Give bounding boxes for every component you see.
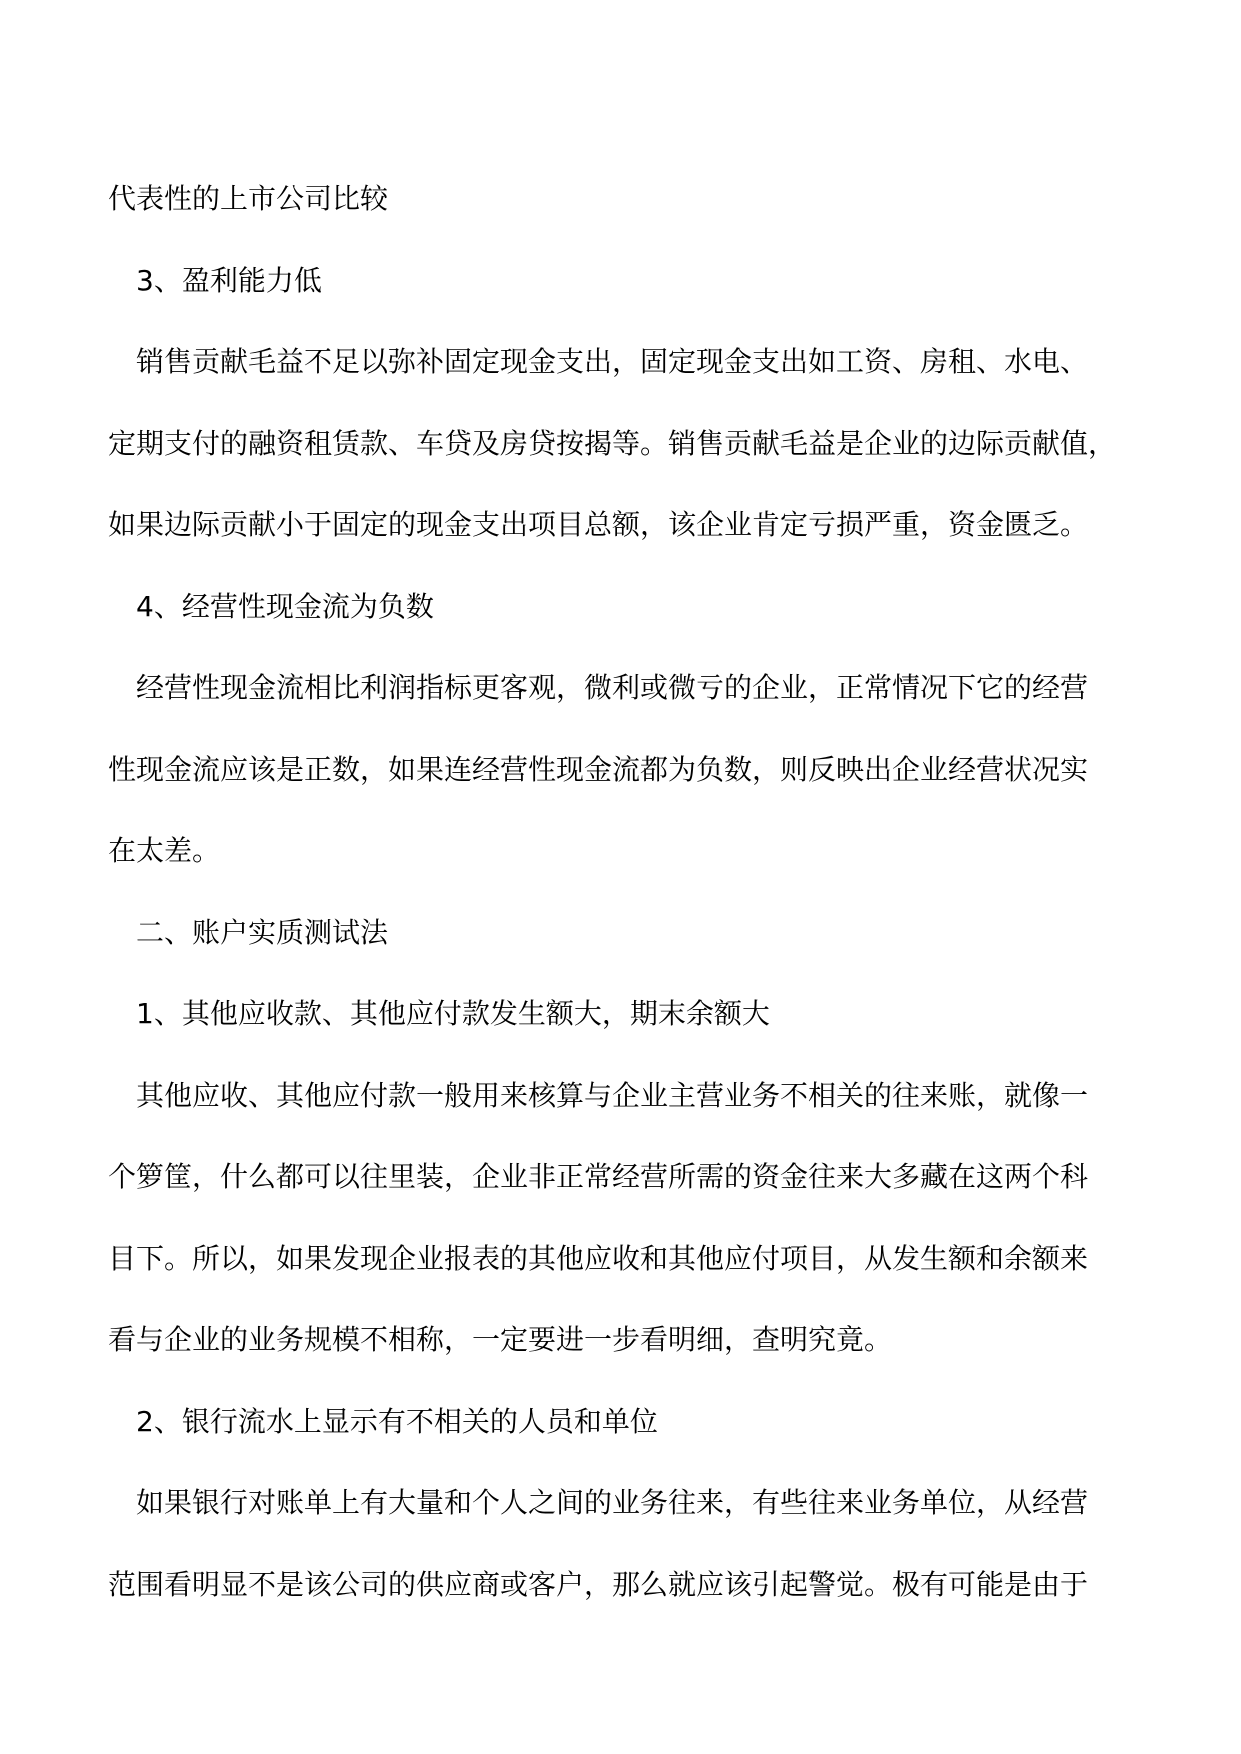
chapter-heading: 二、账户实质测试法 bbox=[136, 915, 389, 949]
paragraph-line: 范围看明显不是该公司的供应商或客户，那么就应该引起警觉。极有可能是由于 bbox=[108, 1567, 1089, 1601]
paragraph-line: 定期支付的融资租赁款、车贷及房贷按揭等。销售贡献毛益是企业的边际贡献值， bbox=[108, 426, 1117, 460]
section-heading-4: 4、经营性现金流为负数 bbox=[136, 589, 434, 623]
section-heading-1: 1、其他应收款、其他应付款发生额大，期末余额大 bbox=[136, 997, 770, 1030]
paragraph-line: 经营性现金流相比利润指标更客观，微利或微亏的企业，正常情况下它的经营 bbox=[136, 671, 1089, 704]
paragraph-line: 如果银行对账单上有大量和个人之间的业务往来，有些往来业务单位，从经营 bbox=[136, 1486, 1089, 1519]
document-body bbox=[108, 158, 1138, 1625]
paragraph-line: 其他应收、其他应付款一般用来核算与企业主营业务不相关的往来账，就像一 bbox=[136, 1078, 1089, 1112]
paragraph-line: 性现金流应该是正数，如果连经营性现金流都为负数，则反映出企业经营状况实 bbox=[108, 752, 1089, 786]
paragraph-line: 如果边际贡献小于固定的现金支出项目总额，该企业肯定亏损严重，资金匮乏。 bbox=[108, 508, 1089, 541]
paragraph-line: 在太差。 bbox=[108, 834, 221, 867]
paragraph-line: 个箩筐，什么都可以往里装，企业非正常经营所需的资金往来大多藏在这两个科 bbox=[108, 1160, 1089, 1193]
section-heading-2: 2、银行流水上显示有不相关的人员和单位 bbox=[136, 1404, 658, 1438]
paragraph-line: 目下。所以，如果发现企业报表的其他应收和其他应付项目，从发生额和余额来 bbox=[108, 1241, 1089, 1275]
text-line-continuation: 代表性的上市公司比较 bbox=[108, 182, 389, 215]
paragraph-line: 销售贡献毛益不足以弥补固定现金支出，固定现金支出如工资、房租、水电、 bbox=[136, 345, 1089, 378]
paragraph-line: 看与企业的业务规模不相称，一定要进一步看明细，查明究竟。 bbox=[108, 1323, 893, 1356]
section-heading-3: 3、盈利能力低 bbox=[136, 263, 322, 297]
